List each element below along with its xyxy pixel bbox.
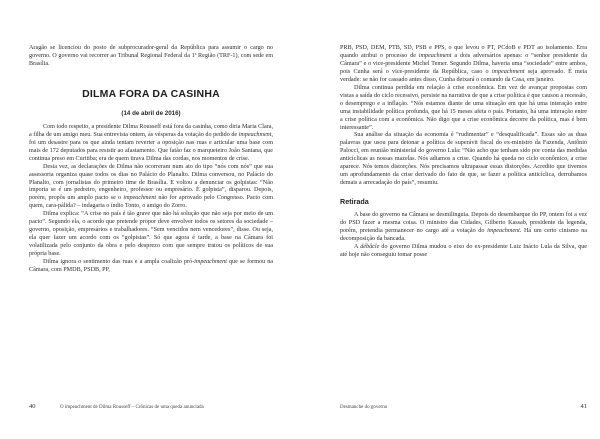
chapter-title: DILMA FORA DA CASINHA bbox=[82, 87, 220, 100]
intro-paragraph: Aragão se licenciou do posto de subprocurador-geral da República para assumir o cargo no governo. O governo vai recorrer ao Tribunal Regional Federal da 1ª Região (TRF-1), com sede em Brasília. bbox=[29, 45, 273, 67]
paragraph: Sua análise da situação da economia é “rudimentar” e “desqualificada”. Essas são as duas palavras que usou para detonar a política de superávit fiscal do ex-ministro da Fazenda, Antônio Palocci, em reunião ministerial do governo Lula: “Não acho que tenham sido por conta das medidas anticíclicas as nossas mazelas. Nós adiamos a crise. Quando há queda no ciclo econômico, a crise aparece. Nós temos distorções. Nós precisamos ultrapassar essas distorções. Acredito que tivemos um aprofundamento da crise derivado do fato de que, se fazer a política anticíclica, derrubamos demais a arrecadação do país”, resumiu. bbox=[340, 132, 587, 187]
paragraph: A base do governo na Câmara se desmilinguia. Depois do desembarque do PP, ontem foi a vez do PSD fazer a mesma coisa. O ministro das Cidades, Gilberto Kassab, presidente da legenda, porém, pretendia permanecer no cargo até a votação do impeachment. Há um certo cinismo na decomposição da bancada. bbox=[340, 212, 587, 243]
paragraph: Dilma explica: “A crise no país é tão grave que não há solução que não seja por meio de um pacto”. Segundo ela, o acordo que pretende propor deve envolver todos os setores da sociedade – governo, oposição, empresários e trabalhadores. “Sem vencidos nem vencedores”, disse. Ou seja, ela quer fazer um acordo com os “golpistas”. Só que agora é tarde, a base na Câmara foi volatilizada pelo conjunto da obra e pelo desprezo com que sempre tratou os políticos de sua própria base. bbox=[29, 211, 273, 258]
section-heading: Retirada bbox=[340, 197, 369, 207]
paragraph: Com todo respeito, a presidente Dilma Rousseff está fora da casinha, como diria Maria Clara, a filha de um amigo meu. Sua entrevista ontem, às vésperas da votação do pedido de impeachment, foi um desastre para os que ainda tentam reverter a oposição nas ruas e articular uma base com mais de 172 deputados para resistir ao afastamento. Que fatão faz o marqueteiro João Santana, que continua preso em Curitiba; era de quem tirava Dilma das cordas, nos momentos de crise. bbox=[29, 123, 273, 162]
running-footer: Desmanche do governo bbox=[340, 405, 388, 410]
right-page-text-column bbox=[340, 45, 587, 260]
paragraph: A débâcle do governo Dilma mudou o eixo do ex-presidente Luiz Inácio Lula da Silva, que até hoje não conseguiu tomar posse bbox=[340, 243, 587, 258]
page-number: 41 bbox=[580, 403, 587, 410]
running-footer: O impeachment de Dilma Rousseff – Crônicas de uma queda anunciada bbox=[60, 405, 204, 410]
right-page bbox=[300, 0, 600, 439]
page-number: 40 bbox=[29, 403, 36, 410]
left-page-text-column bbox=[29, 45, 273, 275]
paragraph: Dilma ignora o sentimento das ruas e a ampla coalizão pró-impeachment que se formou na Câmara, com PMDB, PSDB, PP, bbox=[29, 259, 273, 274]
paragraph: Desta vez, as declarações de Dilma não ocorreram num ato do tipo “nós com nós” que sua assessoria organiza quase todos os dias no Palácio do Planalto. Dilma conversou, no Palácio do Planalto, com jornalistas do primeiro time de Brasília. E voltou a denunciar os golpistas: “Não importa se é um pedreiro, engenheiro, professor ou empresário. É golpista”, disparou. Depois, porém, propôs um amplo pacto se o impeachment não for aprovado pelo Congresso. Pacto com quem, cara-pálida? – indagaria o índio Tonto, o amigo do Zorro. bbox=[29, 163, 273, 210]
paragraph: Dilma continua perdida em relação à crise econômica. Em vez de avançar propostas com vistas a saída do ciclo recessivo, persiste na narrativa de que a crise política é que causou a recessão, o desemprego e a inflação. “Nós estamos diante de uma situação em que há uma interação entre uma instabilidade política profunda, que há 15 meses afeta o país. Portanto, há uma interação entre a crise política com a econômica. Não digo que a crise econômica decorre da política, mas é bem interessante”. bbox=[340, 84, 587, 131]
chapter-date: (14 de abril de 2016) bbox=[121, 109, 181, 117]
paragraph: PRB, PSD, DEM, PTB, SD, PSB e PPS, o que levou o PT, PCdoB e PDT ao isolamento. Erra quando atribui o processo de impeachment a dois adversários apenas: o “senhor presidente da Câmara” e o vice-presidente Michel Temer. Segundo Dilma, haveria uma “sociedade” entre ambos, pois Cunha será o vice-presidente da República, caso o impeachment seja aprovado. É meia verdade: se não for cassado antes disso, Cunha deixará o comando da Casa, em janeiro. bbox=[340, 45, 587, 83]
